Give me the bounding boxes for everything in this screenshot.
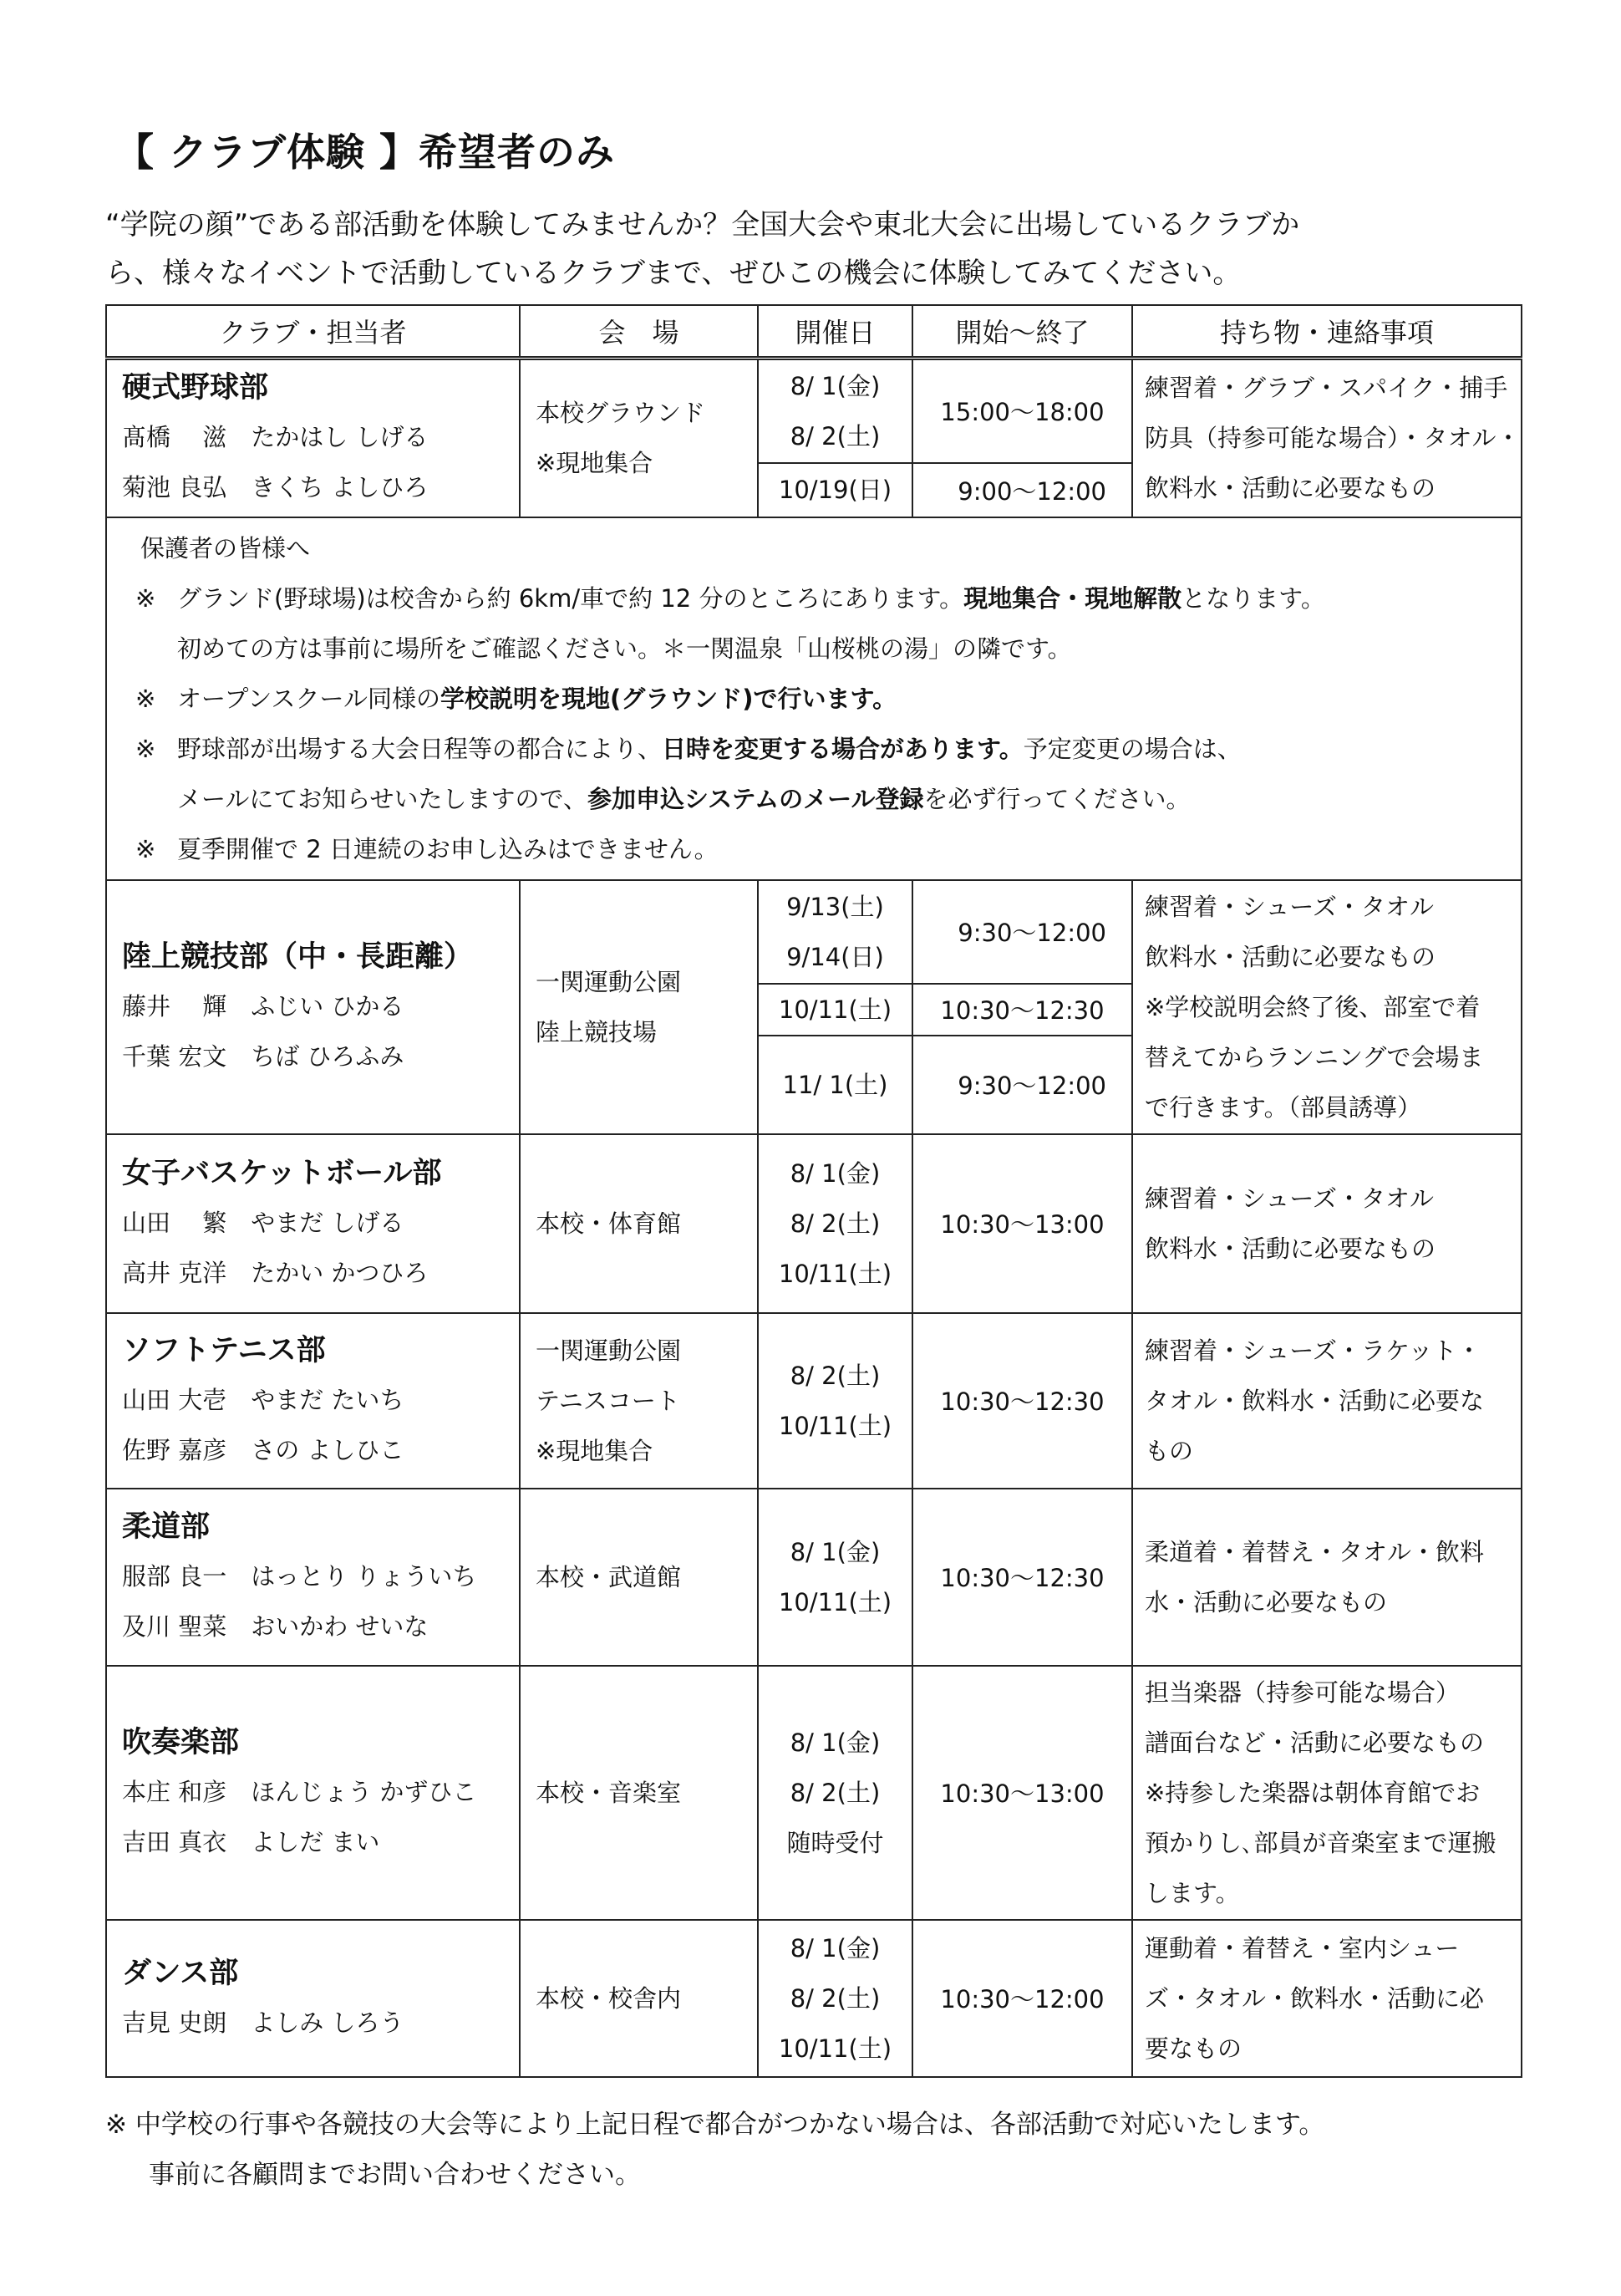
date-cell: 11/ 1(土) [758, 1036, 912, 1134]
date-value: 10/11(土) [778, 1259, 892, 1288]
note-line: 担当楽器（持参可能な場合） [1145, 1677, 1461, 1707]
venue-line: 一関運動公園 [536, 1336, 682, 1365]
time-cell: 10:30～13:00 [912, 1666, 1132, 1920]
header-date: 開催日 [758, 305, 912, 359]
venue-cell [520, 1313, 758, 1489]
staff-name: 山田 繁 やまだ しげる [122, 1208, 404, 1237]
note-mark: ※ [135, 834, 156, 863]
club-name: 柔道部 [122, 1509, 211, 1544]
note-line: 水・活動に必要なもの [1145, 1587, 1388, 1616]
header-time: 開始～終了 [912, 305, 1132, 359]
venue-cell [520, 880, 758, 1134]
notice-text: となります。 [1181, 583, 1325, 613]
date-value: 随時受付 [786, 1828, 884, 1857]
date-cell [758, 1920, 912, 2077]
date-value: 8/ 2(土) [790, 1778, 881, 1807]
notes-cell [1132, 359, 1522, 517]
club-cell [106, 359, 520, 517]
notes-cell [1132, 1134, 1522, 1313]
notice-heading: 保護者の皆様へ [140, 533, 311, 563]
note-line: 柔道着・着替え・タオル・飲料 [1145, 1537, 1485, 1566]
note-mark: ※ [135, 684, 156, 713]
parent-notice [106, 517, 1522, 880]
venue-line: ※現地集合 [536, 1436, 653, 1465]
club-name: ソフトテニス部 [122, 1333, 326, 1367]
club-cell [106, 1666, 520, 1920]
header-club: クラブ・担当者 [106, 305, 520, 359]
staff-name: 高井 克洋 たかい かつひろ [122, 1258, 429, 1287]
note-line: 運動着・着替え・室内シュー [1145, 1933, 1460, 1963]
venue-line: ※現地集合 [536, 449, 653, 478]
table-row-soft-tennis [106, 1313, 1522, 1489]
staff-name: 千葉 宏文 ちば ひろふみ [122, 1041, 404, 1071]
date-cell [758, 1313, 912, 1489]
date-cell [758, 359, 912, 463]
note-line: 防具（持参可能な場合）・タオル・ [1145, 424, 1521, 453]
date-value: 8/ 2(土) [790, 1209, 881, 1238]
time-cell: 10:30～12:30 [912, 1489, 1132, 1666]
notes-cell [1132, 1920, 1522, 2077]
notice-text: メールにてお知らせいたしますので、 [177, 784, 587, 813]
table-row-dance [106, 1920, 1522, 2077]
staff-name: 本庄 和彦 ほんじょう かずひこ [122, 1777, 477, 1806]
date-cell: 10/11(土) [758, 984, 912, 1036]
staff-name: 吉田 真衣 よしだ まい [122, 1827, 380, 1856]
time-cell: 10:30～13:00 [912, 1134, 1132, 1313]
venue-line: テニスコート [536, 1386, 680, 1415]
note-line: 預かりし､部員が音楽室まで運搬 [1145, 1828, 1497, 1857]
staff-name: 及川 聖菜 おいかわ せいな [122, 1611, 429, 1641]
date-value: 10/11(土) [778, 1587, 892, 1616]
notice-item [107, 724, 1521, 774]
venue-line: 本校グラウンド [536, 399, 706, 428]
time-cell: 10:30～12:30 [912, 984, 1132, 1036]
notice-text: 野球部が出場する大会日程等の都合により、 [177, 734, 663, 763]
notice-text: オープンスクール同様の [177, 684, 440, 713]
date-cell: 10/19(日) [758, 463, 912, 517]
header-venue: 会 場 [520, 305, 758, 359]
date-cell [758, 1666, 912, 1920]
note-line: 練習着・シューズ・ラケット・ [1145, 1336, 1481, 1365]
time-cell: 9:30～12:00 [912, 880, 1132, 984]
table-row-basketball [106, 1134, 1522, 1313]
club-name: 陸上競技部（中・長距離） [122, 939, 474, 974]
staff-name: 山田 大壱 やまだ たいち [122, 1385, 404, 1414]
staff-name: 服部 良一 はっとり りょういち [122, 1561, 477, 1591]
venue-cell: 本校・体育館 [520, 1134, 758, 1313]
page-title: 【 クラブ体験 】希望者のみ [115, 130, 616, 175]
date-value: 8/ 1(金) [790, 1933, 881, 1963]
table-row-athletics [106, 880, 1522, 984]
note-line: で行きます。（部員誘導） [1145, 1092, 1422, 1122]
notes-cell [1132, 1313, 1522, 1489]
footer-line-2: 事前に各顧問までお問い合わせください。 [149, 2160, 641, 2190]
note-line: 要なもの [1145, 2034, 1242, 2063]
note-line: 替えてからランニングで会場ま [1145, 1042, 1484, 1072]
notice-emphasis: 参加申込システムのメール登録 [587, 784, 924, 813]
table-row-brass-band [106, 1666, 1522, 1920]
table-row-judo [106, 1489, 1522, 1666]
notice-emphasis: 学校説明を現地(グラウンド)で行います。 [440, 684, 897, 713]
notice-text: を必ず行ってください。 [923, 784, 1191, 813]
note-line: 練習着・シューズ・タオル [1145, 1184, 1434, 1213]
club-name: 吹奏楽部 [122, 1725, 240, 1759]
venue-cell: 本校・武道館 [520, 1489, 758, 1666]
notice-text: 予定変更の場合は、 [1023, 734, 1242, 763]
note-line: 飲料水・活動に必要なもの [1145, 1234, 1436, 1263]
parent-notice-row [106, 517, 1522, 880]
notice-item [107, 824, 1521, 874]
venue-cell [520, 359, 758, 517]
footer-line-1: ※ 中学校の行事や各競技の大会等により上記日程で都合がつかない場合は、各部活動で対応いたします。 [105, 2110, 1325, 2140]
notice-item [107, 674, 1521, 724]
venue-cell: 本校・校舎内 [520, 1920, 758, 2077]
club-cell [106, 1920, 520, 2077]
intro-line-1: “学院の顔”である部活動を体験してみませんか？全国大会や東北大会に出場しているクラブか [105, 208, 1300, 242]
notes-cell [1132, 880, 1522, 1134]
club-name: ダンス部 [122, 1956, 239, 1990]
note-line: 譜面台など・活動に必要なもの [1145, 1728, 1485, 1757]
note-line: もの [1145, 1436, 1194, 1465]
note-line: ズ・タオル・飲料水・活動に必 [1145, 1983, 1485, 2013]
staff-name: 佐野 嘉彦 さの よしひこ [122, 1435, 404, 1464]
time-cell: 9:30～12:00 [912, 1036, 1132, 1134]
club-name: 硬式野球部 [122, 371, 269, 405]
table-row-baseball [106, 359, 1522, 463]
notes-cell [1132, 1489, 1522, 1666]
time-cell: 10:30～12:00 [912, 1920, 1132, 2077]
header-notes: 持ち物・連絡事項 [1132, 305, 1522, 359]
note-line: 飲料水・活動に必要なもの [1145, 474, 1436, 503]
date-value: 8/ 2(土) [790, 421, 881, 451]
notice-emphasis: 現地集合・現地解散 [963, 583, 1182, 613]
notice-continuation: 初めての方は事前に場所をご確認ください。＊一関温泉「山桜桃の湯」の隣です。 [177, 634, 1072, 663]
venue-line: 陸上競技場 [536, 1017, 658, 1046]
venue-cell: 本校・音楽室 [520, 1666, 758, 1920]
intro-line-2: ら、様々なイベントで活動しているクラブまで、ぜひこの機会に体験してみてください。 [105, 257, 1242, 290]
venue-line: 一関運動公園 [536, 967, 682, 996]
date-value: 8/ 2(土) [790, 1983, 881, 2013]
note-line: ※持参した楽器は朝体育館でお [1145, 1778, 1481, 1807]
staff-name: 髙橋 滋 たかはし しげる [122, 423, 429, 452]
staff-name: 吉見 史朗 よしみ しろう [122, 2008, 404, 2037]
notice-text: 夏季開催で 2 日連続のお申し込みはできません。 [177, 834, 719, 863]
date-cell [758, 1134, 912, 1313]
date-value: 9/14(日) [786, 942, 884, 971]
club-name: 女子バスケットボール部 [122, 1156, 442, 1190]
note-mark: ※ [135, 734, 156, 763]
date-value: 10/11(土) [778, 1411, 892, 1440]
club-cell [106, 880, 520, 1134]
time-cell: 15:00～18:00 [912, 359, 1132, 463]
staff-name: 菊池 良弘 きくち よしひろ [122, 473, 429, 502]
note-line: します。 [1145, 1878, 1240, 1907]
date-value: 8/ 1(金) [790, 1728, 881, 1757]
notice-item [107, 573, 1521, 624]
date-value: 8/ 1(金) [790, 1537, 881, 1566]
staff-name: 藤井 輝 ふじい ひかる [122, 991, 404, 1021]
club-cell [106, 1313, 520, 1489]
date-value: 9/13(土) [786, 892, 884, 921]
date-value: 8/ 1(金) [790, 371, 881, 400]
date-cell [758, 880, 912, 984]
notice-text: グランド(野球場)は校舎から約 6km/車で約 12 分のところにあります。 [177, 583, 964, 613]
date-value: 8/ 2(土) [790, 1361, 881, 1390]
intro-text [105, 201, 1526, 298]
note-line: タオル・飲料水・活動に必要な [1145, 1386, 1485, 1415]
club-cell [106, 1134, 520, 1313]
date-cell [758, 1489, 912, 1666]
note-line: ※学校説明会終了後、部室で着 [1145, 992, 1481, 1021]
note-line: 練習着・シューズ・タオル [1145, 892, 1434, 921]
club-schedule-table [105, 304, 1522, 2078]
time-cell: 10:30～12:30 [912, 1313, 1132, 1489]
note-line: 飲料水・活動に必要なもの [1145, 942, 1436, 971]
notes-cell [1132, 1666, 1522, 1920]
date-value: 10/11(土) [778, 2034, 892, 2063]
time-cell: 9:00～12:00 [912, 463, 1132, 517]
notice-emphasis: 日時を変更する場合があります。 [662, 734, 1024, 763]
note-mark: ※ [135, 583, 156, 613]
table-header-row [106, 305, 1522, 359]
date-value: 8/ 1(金) [790, 1158, 881, 1188]
footer-note [105, 2100, 1324, 2200]
club-cell [106, 1489, 520, 1666]
note-line: 練習着・グラブ・スパイク・捕手 [1145, 374, 1508, 403]
notice-continuation [107, 774, 1521, 824]
